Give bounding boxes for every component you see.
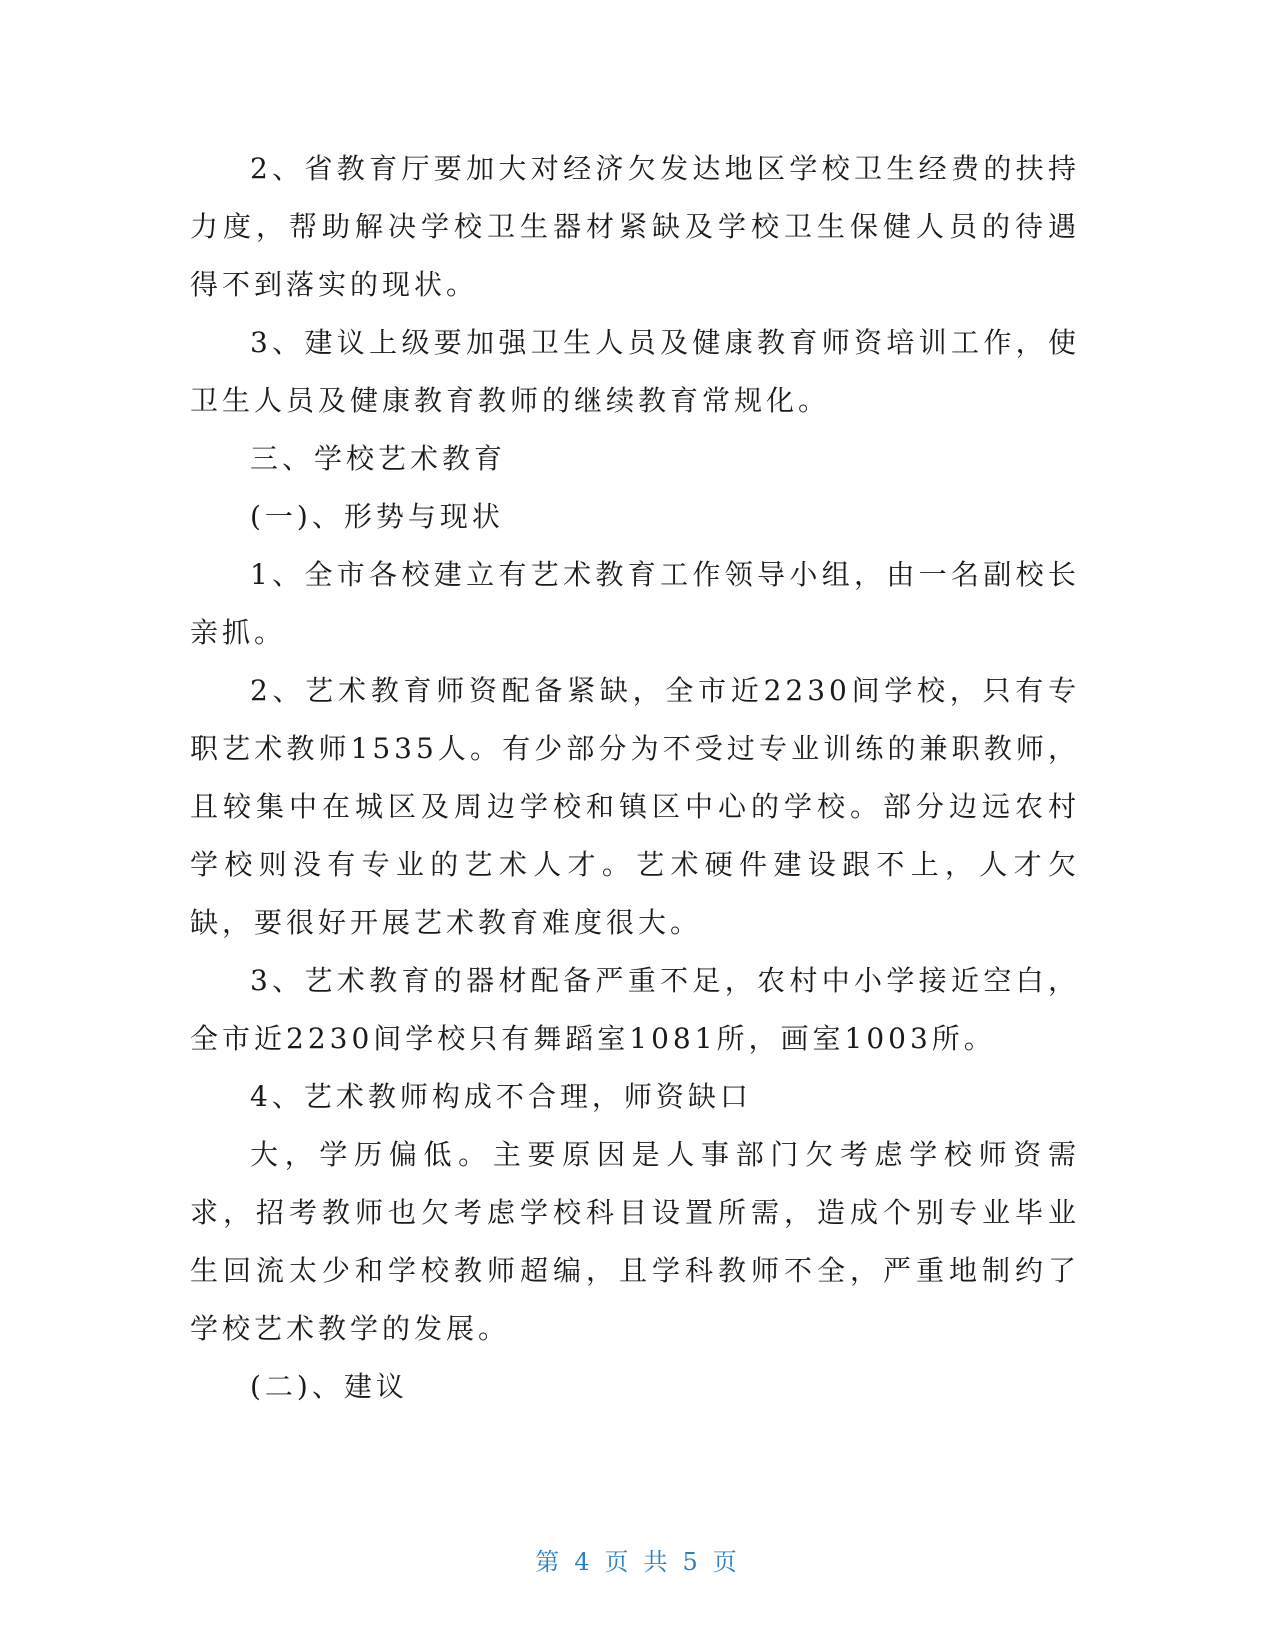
footer-total-label: 共: [643, 1548, 671, 1576]
footer-current-page: 4: [574, 1548, 593, 1576]
footer-total-pages: 5: [682, 1548, 701, 1576]
paragraph-situation-4: 4、艺术教师构成不合理，师资缺口: [250, 1080, 752, 1113]
paragraph-situation-4-continued: 大，学历偏低。主要原因是人事部门欠考虑学校师资需求，招考教师也欠考虑学校科目设置所需，造成个别专业毕业生回流太少和学校教师超编，且学科教师不全，严重地制约了学校艺术教学的发展。: [190, 1138, 1080, 1345]
subsection-heading-situation: (一)、形势与现状: [250, 500, 504, 533]
footer-page-unit: 页: [604, 1548, 632, 1576]
paragraph-item-3: 3、建议上级要加强卫生人员及健康教育师资培训工作，使卫生人员及健康教育教师的继续教育常规化。: [190, 326, 1080, 417]
paragraph-situation-3: 3、艺术教育的器材配备严重不足，农村中小学接近空白，全市近2230间学校只有舞蹈室1081所，画室1003所。: [190, 964, 1080, 1055]
footer-page-label: 第: [535, 1548, 563, 1576]
paragraph-item-2: 2、省教育厅要加大对经济欠发达地区学校卫生经费的扶持力度，帮助解决学校卫生器材紧缺及学校卫生保健人员的待遇得不到落实的现状。: [190, 152, 1080, 301]
subsection-heading-suggestions: (二)、建议: [250, 1370, 408, 1403]
footer-total-unit: 页: [712, 1548, 740, 1576]
document-body: [190, 140, 1080, 1416]
page-footer: [0, 1542, 1275, 1577]
paragraph-situation-2: 2、艺术教育师资配备紧缺，全市近2230间学校，只有专职艺术教师1535人。有少部分为不受过专业训练的兼职教师，且较集中在城区及周边学校和镇区中心的学校。部分边远农村学校则没有专业的艺术人才。艺术硬件建设跟不上，人才欠缺，要很好开展艺术教育难度很大。: [190, 674, 1080, 939]
paragraph-situation-1: 1、全市各校建立有艺术教育工作领导小组，由一名副校长亲抓。: [190, 558, 1080, 649]
section-heading-art-education: 三、学校艺术教育: [250, 442, 507, 475]
